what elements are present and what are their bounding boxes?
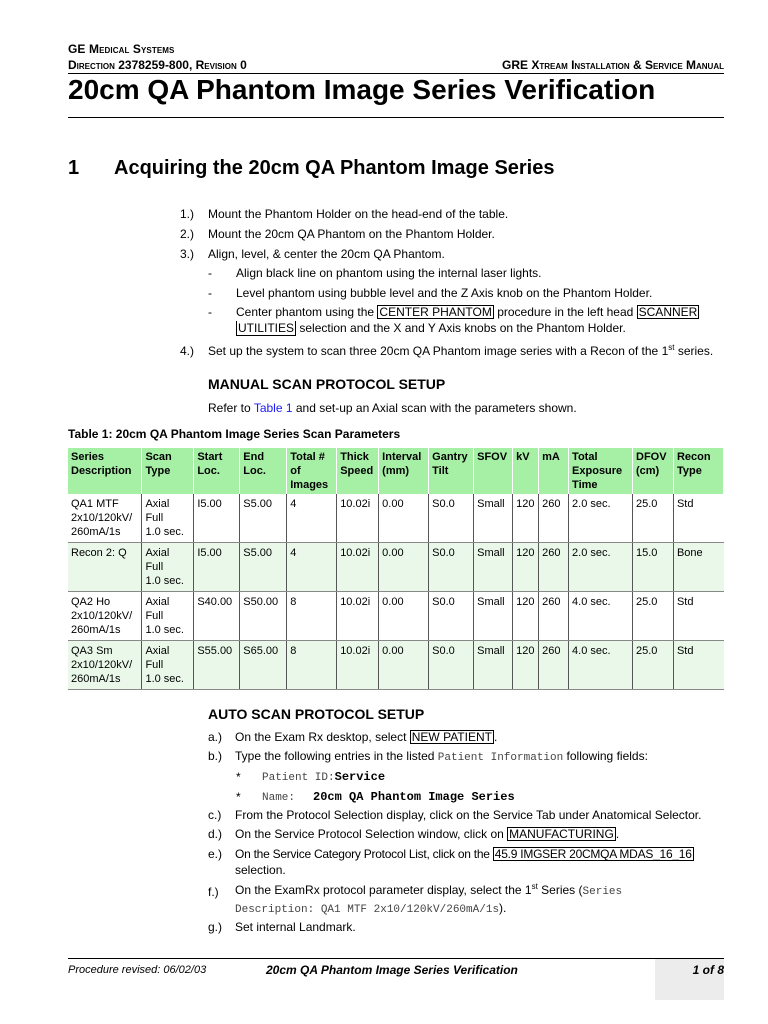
table-cell: [474, 641, 513, 690]
column-header: [68, 448, 142, 494]
cell-line: 25.0: [636, 645, 658, 657]
cell-line: QA1 MTF: [71, 498, 119, 510]
cell-line: 4: [290, 547, 297, 559]
cell-line: S0.0: [432, 547, 455, 559]
instruction-text: Refer to: [208, 401, 254, 415]
header-line: Loc.: [197, 465, 220, 477]
cell-line: 120: [516, 645, 535, 657]
step-text: On the Service Category Protocol List, click on the: [235, 847, 493, 861]
cell-line: S5.00: [243, 498, 273, 510]
step-letter: e.): [208, 847, 223, 861]
cell-line: 1.0 sec.: [145, 673, 184, 685]
name-entry: [262, 788, 515, 806]
auto-step-a: [235, 729, 497, 745]
step-text: Align, level, & center the 20cm QA Phantom.: [208, 247, 445, 261]
table-cell: [513, 592, 539, 641]
column-header: [240, 448, 287, 494]
cell-line: S0.0: [432, 596, 455, 608]
table-cell: [429, 494, 474, 543]
cell-line: 260: [542, 498, 561, 510]
header-line: (cm): [636, 465, 660, 477]
cell-line: 0.00: [382, 596, 404, 608]
cell-line: 2x10/120kV/: [71, 610, 133, 622]
cell-line: 0.00: [382, 645, 404, 657]
cell-line: Full: [145, 561, 164, 573]
cell-line: Axial: [145, 547, 170, 559]
table-cell: [337, 543, 379, 592]
scanner-button-ref: SCANNER: [638, 305, 698, 319]
column-header: [513, 448, 539, 494]
bullet: *: [236, 770, 241, 784]
cell-line: 0.00: [382, 498, 404, 510]
cell-line: Small: [477, 645, 505, 657]
field-value: 20cm QA Phantom Image Series: [313, 790, 515, 804]
cell-line: Recon 2: Q: [71, 547, 127, 559]
table-cell: [337, 592, 379, 641]
step-text: Series (: [537, 883, 583, 897]
manual-setup-instruction: [208, 400, 577, 416]
table-cell: [429, 641, 474, 690]
table-cell: [337, 641, 379, 690]
table-cell: [569, 641, 633, 690]
step-text: .: [615, 827, 620, 841]
cell-line: Small: [477, 498, 505, 510]
column-header: [142, 448, 194, 494]
table-cell: [240, 641, 287, 690]
table-cell: [142, 641, 194, 690]
cell-line: 4: [290, 498, 297, 510]
table-row: [68, 641, 724, 690]
table-cell: [539, 543, 569, 592]
table-cell: [194, 641, 240, 690]
table-cell: [673, 641, 723, 690]
table-row: [68, 543, 724, 592]
table-caption: Table 1: 20cm QA Phantom Image Series Scan Parameters: [68, 427, 401, 441]
field-label: Name:: [262, 792, 296, 804]
step-text-tail: series.: [674, 344, 714, 358]
table-cell: [673, 543, 723, 592]
table-cell: [142, 494, 194, 543]
dash-bullet: -: [208, 266, 212, 280]
procedure-revised: Procedure revised: 06/02/03: [68, 964, 207, 976]
sub-step-text: Center phantom using the: [236, 305, 378, 319]
column-header: [539, 448, 569, 494]
superscript: st: [668, 343, 675, 352]
cell-line: 0.00: [382, 547, 404, 559]
table-cell: [633, 592, 674, 641]
footer-title: 20cm QA Phantom Image Series Verification: [266, 963, 518, 977]
table-cell: [569, 543, 633, 592]
table-header-row: [68, 448, 724, 494]
header-line: DFOV: [636, 451, 667, 463]
table-cell: [539, 592, 569, 641]
table-cell: [379, 641, 429, 690]
header-line: (mm): [382, 465, 410, 477]
cell-line: 260: [542, 547, 561, 559]
table-cell: [633, 494, 674, 543]
step-text: Mount the Phantom Holder on the head-end of the table.: [208, 207, 509, 221]
page-number: 1 of 8: [692, 963, 724, 977]
table-1-link[interactable]: Table 1: [253, 401, 293, 415]
step-text: From the Protocol Selection display, click on the Service Tab under Anatomical Selector.: [235, 808, 702, 822]
protocol-selection-ref: 45.9 IMGSER 20CMQA MDAS_16_16: [494, 847, 692, 861]
table-cell: [379, 592, 429, 641]
sub-step-text: selection and the X and Y Axis knobs on the Phantom Holder.: [296, 321, 626, 335]
manual-title: GRE Xtream Installation & Service Manual: [501, 58, 724, 72]
table-cell: [569, 494, 633, 543]
table-cell: [142, 592, 194, 641]
cell-line: 1.0 sec.: [145, 526, 184, 538]
step-text: following fields:: [563, 749, 648, 763]
header-line: Series: [71, 451, 105, 463]
field-label: Patient ID:: [262, 772, 335, 784]
table-cell: [539, 494, 569, 543]
table-cell: [194, 592, 240, 641]
header-line: Type: [676, 465, 702, 477]
footer-rule: [68, 958, 724, 959]
new-patient-button-ref: NEW PATIENT: [411, 730, 492, 744]
auto-step-b: [235, 748, 648, 766]
cell-line: 260mA/1s: [71, 526, 121, 538]
auto-step-d: [235, 826, 619, 842]
table-cell: [429, 543, 474, 592]
table-cell: [68, 543, 142, 592]
table-cell: [142, 543, 194, 592]
dash-bullet: -: [208, 286, 212, 300]
table-cell: [68, 494, 142, 543]
cell-line: Std: [676, 596, 694, 608]
table-cell: [68, 641, 142, 690]
table-cell: [194, 494, 240, 543]
step-letter: b.): [208, 749, 223, 763]
center-phantom-button-ref: CENTER PHANTOM: [379, 305, 492, 319]
header-line: Total: [572, 451, 598, 463]
section-number: 1: [68, 157, 80, 179]
auto-setup-heading: AUTO SCAN PROTOCOL SETUP: [208, 706, 425, 722]
cell-line: Full: [145, 659, 164, 671]
cell-line: 25.0: [636, 498, 658, 510]
table-cell: [569, 592, 633, 641]
table-cell: [240, 543, 287, 592]
cell-line: 260: [542, 596, 561, 608]
header-line: Images: [290, 479, 329, 491]
table-cell: [474, 494, 513, 543]
step-text: Set internal Landmark.: [235, 920, 356, 934]
table-cell: [474, 543, 513, 592]
step-letter: f.): [208, 885, 219, 899]
document-direction: Direction 2378259-800, Revision 0: [68, 58, 247, 72]
series-field-label: Series: [582, 886, 623, 898]
column-header: [287, 448, 337, 494]
table-cell: [287, 543, 337, 592]
column-header: [569, 448, 633, 494]
step-text-main: Set up the system to scan three 20cm QA Phantom image series with a Recon of the 1: [208, 344, 669, 358]
step-text: Mount the 20cm QA Phantom on the Phantom Holder.: [208, 227, 495, 241]
table-body: [68, 494, 724, 690]
table-cell: [287, 641, 337, 690]
manufacturing-button-ref: MANUFACTURING: [509, 827, 614, 841]
cell-line: S40.00: [197, 596, 233, 608]
header-line: Speed: [340, 465, 374, 477]
cell-line: 260mA/1s: [71, 673, 121, 685]
cell-line: Axial: [145, 596, 170, 608]
auto-step-e: [235, 846, 725, 878]
company-name: GE Medical Systems: [68, 42, 175, 56]
cell-line: 10.02i: [340, 645, 371, 657]
step-text: Type the following entries in the listed: [235, 749, 438, 763]
cell-line: 120: [516, 498, 535, 510]
table-cell: [68, 592, 142, 641]
section-title: Acquiring the 20cm QA Phantom Image Series: [114, 157, 555, 179]
cell-line: 260mA/1s: [71, 624, 121, 636]
header-line: Gantry: [432, 451, 468, 463]
cell-line: 8: [290, 596, 297, 608]
step-letter: g.): [208, 920, 223, 934]
utilities-button-ref: UTILITIES: [238, 321, 295, 335]
table-cell: [337, 494, 379, 543]
table-cell: [240, 494, 287, 543]
auto-step-f: [235, 882, 725, 918]
cell-line: I5.00: [197, 547, 222, 559]
cell-line: 8: [290, 645, 297, 657]
column-header: [429, 448, 474, 494]
sub-step-text: procedure in the left head: [493, 305, 637, 319]
header-line: Tilt: [432, 465, 449, 477]
cell-line: 10.02i: [340, 547, 371, 559]
step-text: [208, 343, 728, 359]
header-line: Recon: [676, 451, 711, 463]
cell-line: QA2 Ho: [71, 596, 111, 608]
header-line: Scan: [145, 451, 172, 463]
table-row: [68, 494, 724, 543]
cell-line: 4.0 sec.: [572, 596, 611, 608]
cell-line: Std: [676, 498, 694, 510]
header-line: mA: [542, 451, 560, 463]
header-line: Start: [197, 451, 223, 463]
cell-line: S0.0: [432, 498, 455, 510]
table-cell: [513, 494, 539, 543]
table-cell: [513, 641, 539, 690]
manual-setup-heading: MANUAL SCAN PROTOCOL SETUP: [208, 376, 446, 392]
table-cell: [513, 543, 539, 592]
table-cell: [474, 592, 513, 641]
column-header: [194, 448, 240, 494]
page-title: 20cm QA Phantom Image Series Verification: [68, 74, 656, 105]
step-text: On the Exam Rx desktop, select: [235, 730, 410, 744]
cell-line: 25.0: [636, 596, 658, 608]
header-line: Total #: [290, 451, 325, 463]
column-header: [337, 448, 379, 494]
cell-line: 120: [516, 596, 535, 608]
cell-line: 2.0 sec.: [572, 547, 611, 559]
table-cell: [379, 494, 429, 543]
cell-line: Std: [676, 645, 694, 657]
instruction-text: and set-up an Axial scan with the parameters shown.: [292, 401, 577, 415]
field-value: Service: [334, 770, 386, 784]
step-text: On the ExamRx protocol parameter display, select the 1: [235, 883, 532, 897]
title-rule: [68, 117, 724, 118]
header-line: End: [243, 451, 265, 463]
cell-line: S5.00: [243, 547, 273, 559]
cell-line: Full: [145, 512, 164, 524]
step-letter: c.): [208, 808, 222, 822]
step-letter: a.): [208, 730, 223, 744]
cell-line: Axial: [145, 498, 170, 510]
bullet: *: [236, 790, 241, 804]
table-row: [68, 592, 724, 641]
cell-line: 120: [516, 547, 535, 559]
cell-line: I5.00: [197, 498, 222, 510]
step-text: .: [493, 730, 498, 744]
header-line: Type: [145, 465, 171, 477]
header-line: kV: [516, 451, 530, 463]
header-line: Description: [71, 465, 132, 477]
cell-line: 10.02i: [340, 596, 371, 608]
cell-line: 2.0 sec.: [572, 498, 611, 510]
step-number: 2.): [180, 227, 195, 241]
cell-line: S50.00: [243, 596, 279, 608]
sub-step-center-phantom: [236, 304, 726, 336]
table-cell: [379, 543, 429, 592]
cell-line: Axial: [145, 645, 170, 657]
header-line: Thick: [340, 451, 369, 463]
column-header: [379, 448, 429, 494]
sub-step-text: Level phantom using bubble level and the Z Axis knob on the Phantom Holder.: [236, 286, 653, 300]
table-cell: [194, 543, 240, 592]
cell-line: QA3 Sm: [71, 645, 113, 657]
cell-line: Small: [477, 596, 505, 608]
table-cell: [287, 592, 337, 641]
column-header: [474, 448, 513, 494]
table-cell: [429, 592, 474, 641]
step-number: 1.): [180, 207, 195, 221]
field-group-name: Patient Information: [437, 752, 564, 764]
header-line: Interval: [382, 451, 422, 463]
cell-line: Bone: [676, 547, 703, 559]
header-line: Exposure: [572, 465, 623, 477]
cell-line: S55.00: [197, 645, 233, 657]
step-letter: d.): [208, 827, 223, 841]
cell-line: Small: [477, 547, 505, 559]
column-header: [633, 448, 674, 494]
cell-line: 2x10/120kV/: [71, 512, 133, 524]
step-number: 3.): [180, 247, 195, 261]
cell-line: 4.0 sec.: [572, 645, 611, 657]
sub-step-text: Align black line on phantom using the internal laser lights.: [236, 266, 542, 280]
step-text: On the Service Protocol Selection window, click on: [235, 827, 508, 841]
cell-line: 10.02i: [340, 498, 371, 510]
series-description-value: Description: QA1 MTF 2x10/120kV/260mA/1s: [235, 904, 500, 916]
header-line: of: [290, 465, 301, 477]
cell-line: 1.0 sec.: [145, 624, 184, 636]
scan-parameters-table: [68, 448, 724, 690]
column-header: [673, 448, 723, 494]
cell-line: 2x10/120kV/: [71, 659, 133, 671]
dash-bullet: -: [208, 305, 212, 319]
table-cell: [633, 543, 674, 592]
table-cell: [240, 592, 287, 641]
header-line: Loc.: [243, 465, 266, 477]
header-line: SFOV: [477, 451, 508, 463]
cell-line: S65.00: [243, 645, 279, 657]
cell-line: S0.0: [432, 645, 455, 657]
table-cell: [539, 641, 569, 690]
step-text: selection.: [235, 863, 286, 877]
superscript: st: [531, 882, 538, 891]
header-line: Time: [572, 479, 598, 491]
table-cell: [673, 592, 723, 641]
cell-line: Full: [145, 610, 164, 622]
patient-id-entry: [262, 768, 385, 786]
cell-line: 260: [542, 645, 561, 657]
table-cell: [287, 494, 337, 543]
table-cell: [633, 641, 674, 690]
cell-line: 1.0 sec.: [145, 575, 184, 587]
cell-line: 15.0: [636, 547, 658, 559]
table-cell: [673, 494, 723, 543]
step-number: 4.): [180, 344, 195, 358]
step-text: ).: [499, 901, 507, 915]
